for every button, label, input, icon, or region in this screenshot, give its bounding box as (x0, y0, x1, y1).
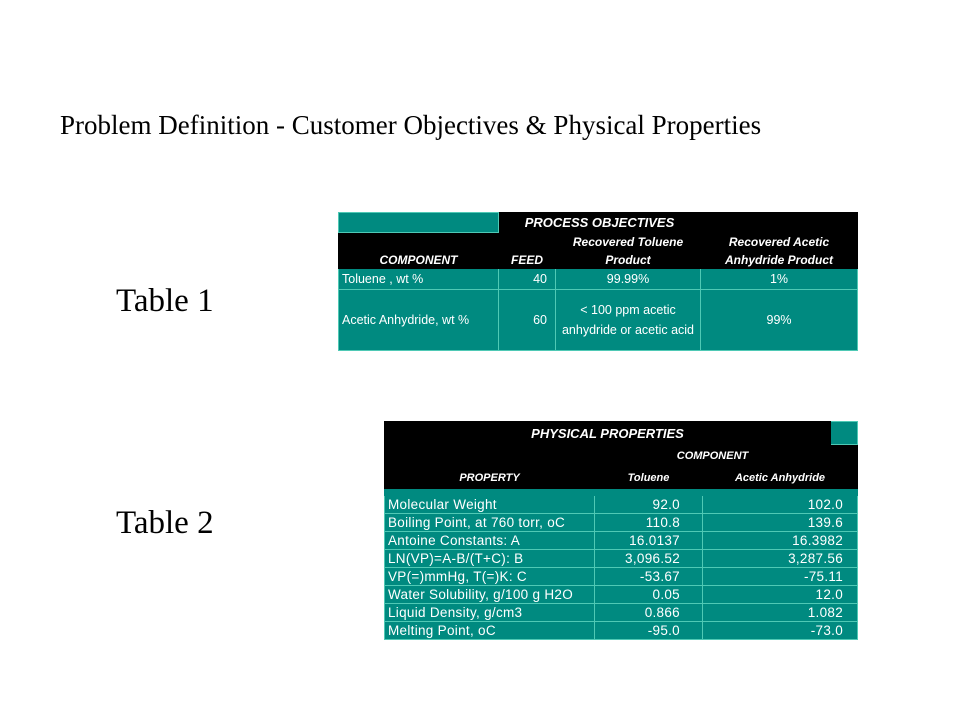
cell-acetic-product: 99% (701, 290, 858, 351)
table-row (385, 532, 858, 550)
table-row (385, 550, 858, 568)
header-component: COMPONENT (595, 445, 831, 467)
cell-toluene: -95.0 (595, 622, 703, 640)
table-title-row (339, 213, 858, 233)
header-property: PROPERTY (385, 467, 595, 489)
cell-property: LN(VP)=A-B/(T+C): B (385, 550, 595, 568)
cell-property: VP(=)mmHg, T(=)K: C (385, 568, 595, 586)
physical-properties-title: PHYSICAL PROPERTIES (385, 422, 831, 445)
cell-feed: 60 (499, 290, 556, 351)
header-acetic-product-line2: Anhydride Product (701, 251, 858, 269)
spacer-row (385, 489, 858, 496)
cell-component: Acetic Anhydride, wt % (339, 290, 499, 351)
cell-toluene: 16.0137 (595, 532, 703, 550)
cell-acetic: 12.0 (703, 586, 858, 604)
cell-acetic: 3,287.56 (703, 550, 858, 568)
cell-acetic: 102.0 (703, 496, 858, 514)
table-row (339, 290, 858, 351)
table-row (385, 586, 858, 604)
cell-component: Toluene , wt % (339, 269, 499, 290)
component-header-row (385, 445, 858, 467)
cell-acetic: -75.11 (703, 568, 858, 586)
table-row (385, 496, 858, 514)
table-title-row (385, 422, 858, 445)
cell-toluene: 0.05 (595, 586, 703, 604)
process-objectives-title: PROCESS OBJECTIVES (499, 213, 701, 233)
process-objectives-table (338, 212, 858, 351)
physical-properties-table (384, 421, 858, 640)
header-row-1 (339, 233, 858, 251)
header-toluene-product-line1: Recovered Toluene (556, 233, 701, 251)
cell-feed: 40 (499, 269, 556, 290)
cell-toluene: 110.8 (595, 514, 703, 532)
table-row (339, 269, 858, 290)
cell-property: Water Solubility, g/100 g H2O (385, 586, 595, 604)
cell-toluene: 92.0 (595, 496, 703, 514)
cell-property: Antoine Constants: A (385, 532, 595, 550)
table-row (385, 514, 858, 532)
cell-acetic: 139.6 (703, 514, 858, 532)
column-header-row (385, 467, 858, 489)
cell-property: Boiling Point, at 760 torr, oC (385, 514, 595, 532)
cell-toluene-product: < 100 ppm acetic anhydride or acetic acid (556, 290, 701, 351)
header-toluene-product-line2: Product (556, 251, 701, 269)
cell-acetic: -73.0 (703, 622, 858, 640)
header-toluene: Toluene (595, 467, 703, 489)
table-row (385, 622, 858, 640)
header-acetic-product-line1: Recovered Acetic (701, 233, 858, 251)
cell-acetic: 1.082 (703, 604, 858, 622)
cell-property: Liquid Density, g/cm3 (385, 604, 595, 622)
table-1-label: Table 1 (116, 283, 214, 319)
header-row-2 (339, 251, 858, 269)
cell-acetic-product: 1% (701, 269, 858, 290)
cell-acetic: 16.3982 (703, 532, 858, 550)
header-feed: FEED (499, 251, 556, 269)
header-acetic-anhydride: Acetic Anhydride (703, 467, 858, 489)
table-2-label: Table 2 (116, 505, 214, 541)
cell-toluene: -53.67 (595, 568, 703, 586)
slide-title: Problem Definition - Customer Objectives & Physical Properties (60, 110, 762, 140)
cell-property: Molecular Weight (385, 496, 595, 514)
cell-toluene: 3,096.52 (595, 550, 703, 568)
table-row (385, 604, 858, 622)
header-component: COMPONENT (339, 251, 499, 269)
cell-property: Melting Point, oC (385, 622, 595, 640)
cell-toluene-product: 99.99% (556, 269, 701, 290)
table-row (385, 568, 858, 586)
cell-toluene: 0.866 (595, 604, 703, 622)
